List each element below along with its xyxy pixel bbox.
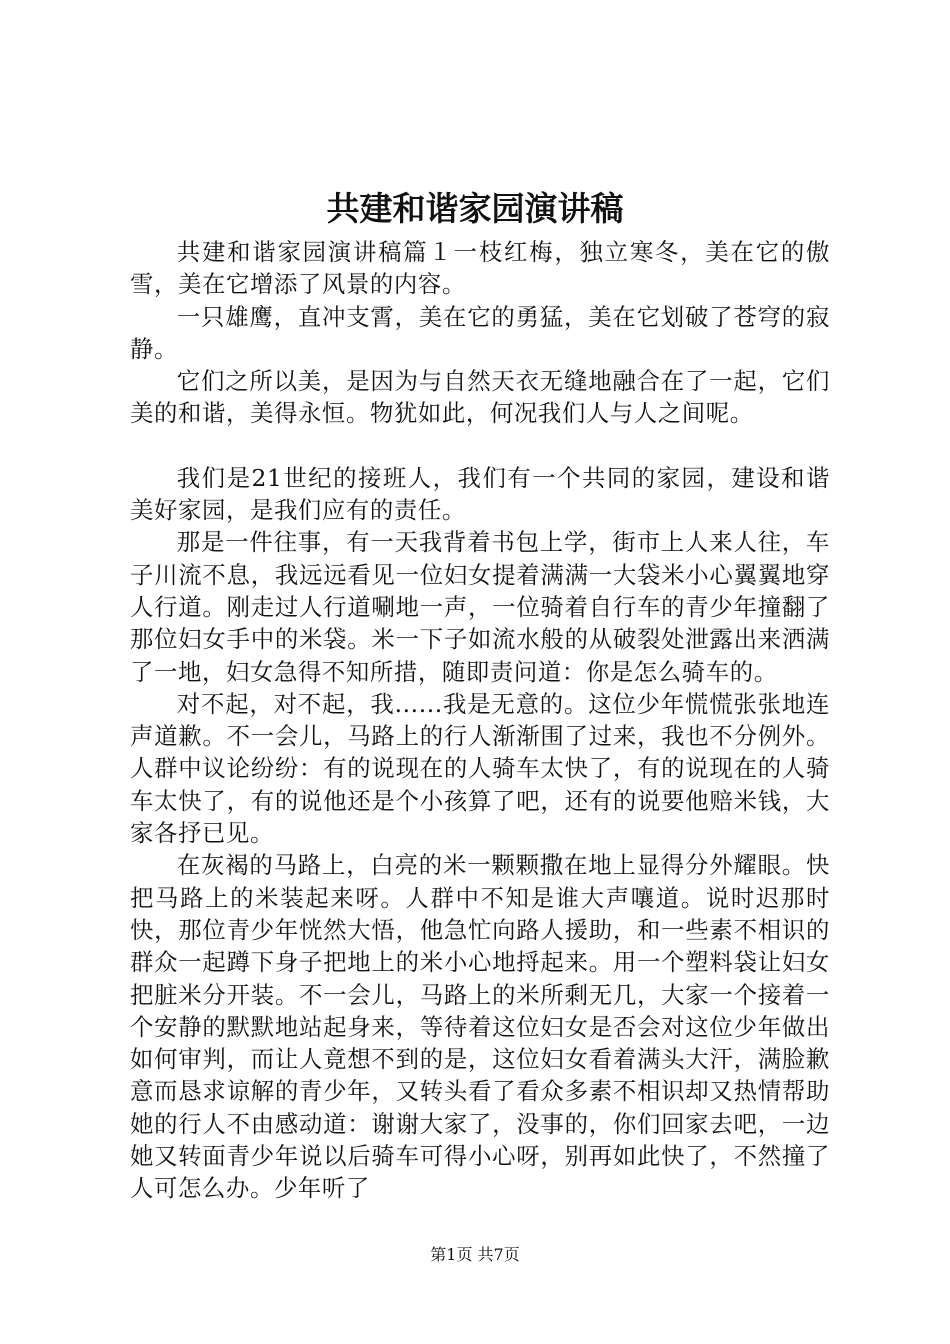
document-title: 共建和谐家园演讲稿 <box>326 189 624 228</box>
paragraph: 共建和谐家园演讲稿篇１一枝红梅，独立寒冬，美在它的傲雪，美在它增添了风景的内容。 <box>130 238 830 299</box>
paragraph: 一只雄鹰，直冲支霄，美在它的勇猛，美在它划破了苍穹的寂静。 <box>130 302 830 363</box>
paragraph: 我们是21世纪的接班人，我们有一个共同的家园，建设和谐美好家园，是我们应有的责任。 <box>130 463 830 525</box>
paragraph: 在灰褐的马路上，白亮的米一颗颗撒在地上显得分外耀眼。快把马路上的米装起来呀。人群中不知是谁大声嚷道。说时迟那时快，那位青少年恍然大悟，他急忙向路人援助，和一些素不相识的群众一起蹲下身子把地上的米小心地捋起来。用一个塑料袋让妇女把脏米分开装。不一会儿，马路上的米所剩无几，大家一个接着一个安静的默默地站起身来，等待着这位妇女是否会对这位少年做出如何审判，而让人竟想不到的是，这位妇女看着满头大汗，满脸歉意而恳求谅解的青少年，又转头看了看众多素不相识却又热情帮助她的行人不由感动道：谢谢大家了，没事的，你们回家去吧，一边她又转面青少年说以后骑车可得小心呀，别再如此快了，不然撞了人可怎么办。少年听了 <box>130 851 830 1203</box>
document-body <box>130 236 830 1205</box>
paragraph: 对不起，对不起，我......我是无意的。这位少年慌慌张张地连声道歉。不一会儿，马路上的行人渐渐围了过来，我也不分例外。人群中议论纷纷：有的说现在的人骑车太快了，有的说现在的人骑车太快了，有的说他还是个小孩算了吧，还有的说要他赔米钱，大家各抒已见。 <box>130 689 830 848</box>
paragraph: 它们之所以美，是因为与自然天衣无缝地融合在了一起，它们美的和谐，美得永恒。物犹如此，何况我们人与人之间呢。 <box>130 367 830 428</box>
paragraph: 那是一件往事，有一天我背着书包上学，街市上人来人往，车子川流不息，我远远看见一位妇女提着满满一大袋米小心翼翼地穿人行道。刚走过人行道唰地一声，一位骑着自行车的青少年撞翻了那位妇女手中的米袋。米一下子如流水般的从破裂处泄露出来洒满了一地，妇女急得不知所措，随即责问道：你是怎么骑车的。 <box>130 528 830 686</box>
page-number-footer: 第1页 共7页 <box>430 1245 520 1264</box>
